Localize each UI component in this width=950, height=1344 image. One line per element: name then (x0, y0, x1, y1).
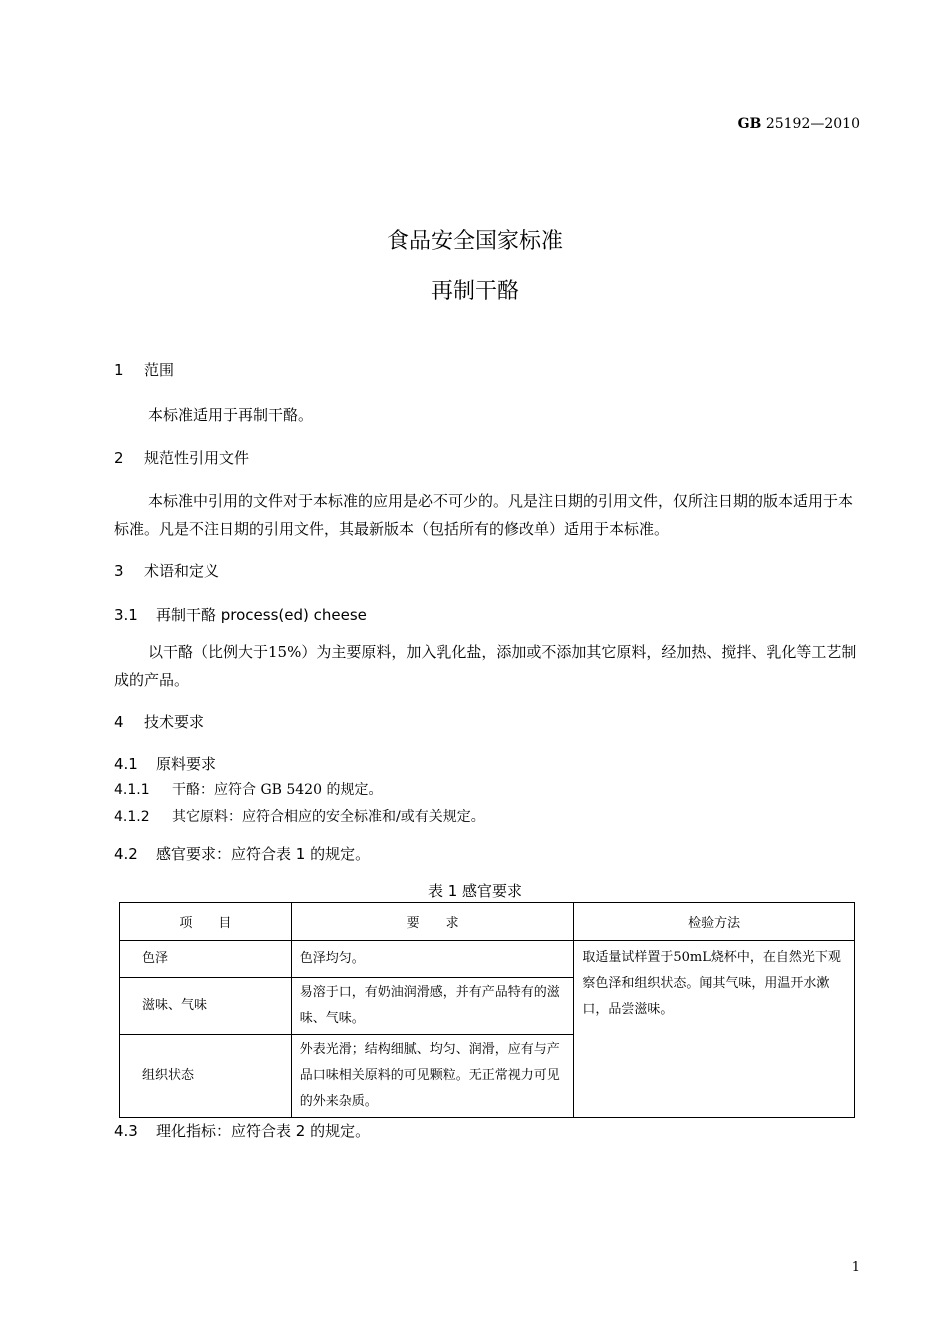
row-requirement: 色泽均匀。 (291, 941, 574, 978)
section-number: 4.1.2 (114, 809, 150, 825)
row-item: 滋味、气味 (120, 978, 292, 1035)
page-number: 1 (851, 1260, 860, 1275)
code-prefix: GB (737, 116, 762, 132)
table-caption: 表 1 感官要求 (427, 882, 523, 900)
section-number: 4.1 (114, 755, 138, 773)
section-3-1-text: 以干酪（比例大于15%）为主要原料，加入乳化盐，添加或不添加其它原料，经加热、搅拌、乳化等工艺制成的产品。 (114, 643, 857, 689)
column-header-item: 项 目 (120, 903, 292, 941)
sensory-requirements-table (119, 902, 855, 1118)
section-number: 4.3 (114, 1122, 138, 1140)
section-1-heading (114, 359, 174, 380)
section-4-3-heading (114, 1120, 370, 1141)
row-requirement: 易溶于口，有奶油润滑感，并有产品特有的滋味、气味。 (291, 978, 574, 1035)
code-number: 25192—2010 (765, 116, 860, 132)
section-number: 1 (114, 361, 124, 379)
inspection-method: 取适量试样置于50mL烧杯中，在自然光下观察色泽和组织状态。闻其气味，用温开水漱口，品尝滋味。 (574, 941, 855, 1118)
section-title: 原料要求 (156, 755, 217, 773)
section-title: 术语和定义 (144, 562, 220, 580)
section-3-heading (114, 560, 219, 581)
column-header-requirement: 要 求 (291, 903, 574, 941)
section-title: 再制干酪 process(ed) cheese (156, 606, 367, 624)
section-3-1-heading (114, 604, 367, 625)
section-1-text: 本标准适用于再制干酪。 (148, 406, 314, 424)
section-text: 其它原料：应符合相应的安全标准和/或有关规定。 (172, 809, 485, 825)
section-title: 规范性引用文件 (144, 449, 250, 467)
section-4-1-heading (114, 753, 216, 774)
sub-title: 再制干酪 (430, 279, 519, 304)
row-item: 色泽 (120, 941, 292, 978)
section-4-heading (114, 711, 204, 732)
section-2-text: 本标准中引用的文件对于本标准的应用是必不可少的。凡是注日期的引用文件，仅所注日期的版本适用于本标准。凡是不注日期的引用文件，其最新版本（包括所有的修改单）适用于本标准。 (114, 492, 854, 538)
section-number: 3 (114, 562, 124, 580)
document-code (738, 116, 860, 132)
section-2-heading (114, 447, 249, 468)
section-number: 4.2 (114, 845, 138, 863)
section-4-1-2 (114, 806, 485, 826)
section-title: 技术要求 (144, 713, 205, 731)
column-header-method: 检验方法 (574, 903, 855, 941)
section-title: 范围 (144, 361, 175, 379)
section-text: 干酪：应符合 GB 5420 的规定。 (172, 782, 383, 798)
section-number: 2 (114, 449, 124, 467)
section-number: 4 (114, 713, 124, 731)
section-number: 4.1.1 (114, 782, 150, 798)
section-4-1-1 (114, 779, 382, 799)
row-requirement: 外表光滑；结构细腻、均匀、润滑，应有与产品口味相关原料的可见颗粒。无正常视力可见的外来杂质。 (291, 1035, 574, 1118)
section-title: 感官要求：应符合表 1 的规定。 (156, 845, 371, 863)
table-row (120, 941, 855, 978)
table-header-row (120, 903, 855, 941)
section-title: 理化指标：应符合表 2 的规定。 (156, 1122, 371, 1140)
section-4-2-heading (114, 843, 370, 864)
section-number: 3.1 (114, 606, 138, 624)
main-title: 食品安全国家标准 (386, 229, 563, 254)
row-item: 组织状态 (120, 1035, 292, 1118)
